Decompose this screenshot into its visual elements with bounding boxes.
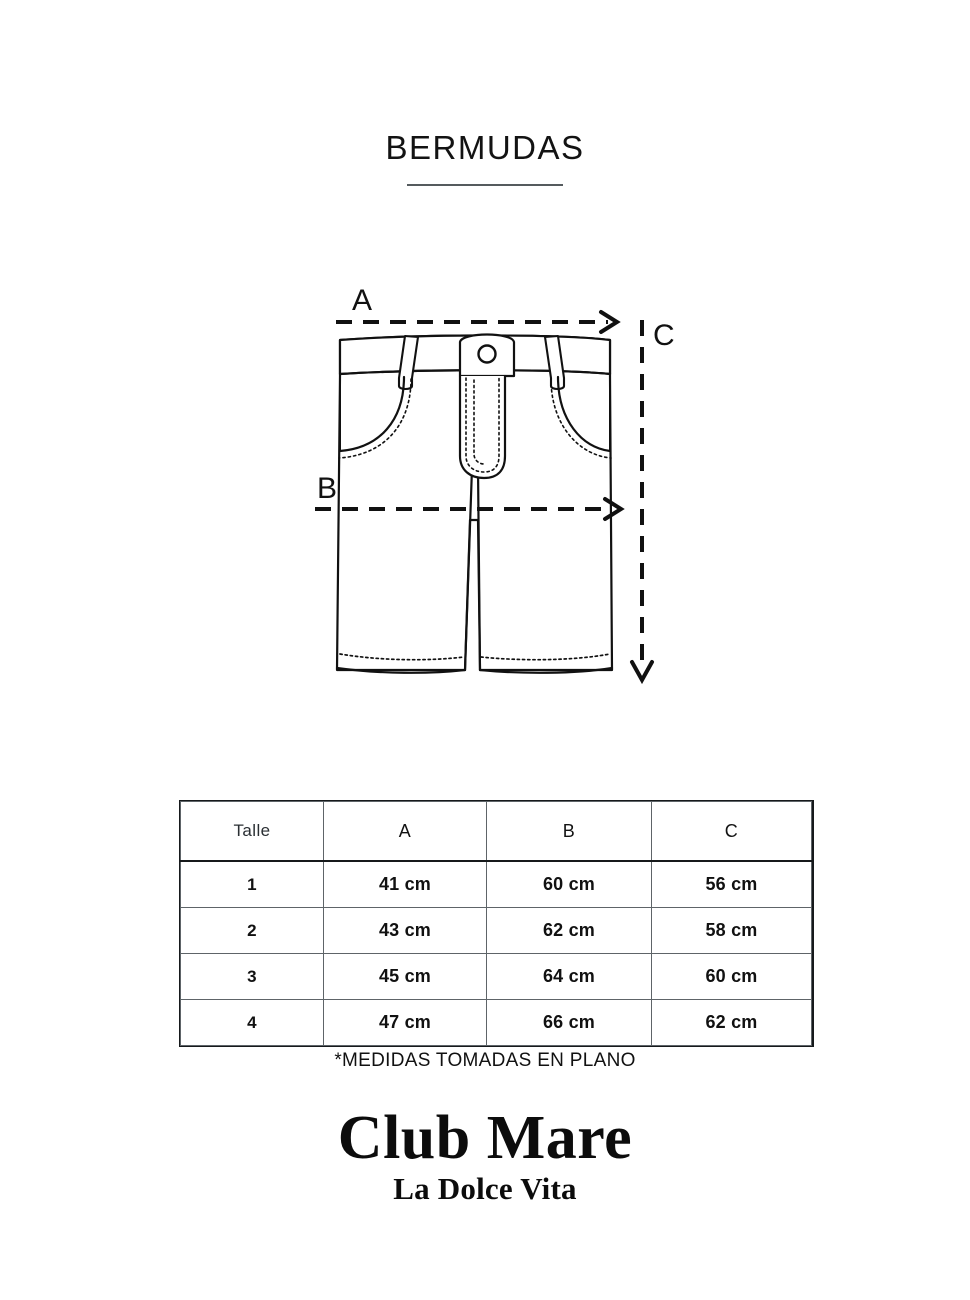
header-talle: Talle bbox=[181, 802, 324, 862]
brand-name: Club Mare bbox=[337, 1104, 633, 1172]
title-underline-rule bbox=[407, 184, 563, 186]
garment-diagram bbox=[0, 270, 970, 710]
cell-c: 58 cm bbox=[652, 908, 812, 954]
table-row bbox=[181, 908, 812, 954]
cell-a: 45 cm bbox=[324, 954, 487, 1000]
table-row bbox=[181, 1000, 812, 1046]
cell-a: 43 cm bbox=[324, 908, 487, 954]
brand-tagline: La Dolce Vita bbox=[393, 1171, 577, 1206]
cell-talle: 4 bbox=[181, 1000, 324, 1046]
cell-a: 41 cm bbox=[324, 861, 487, 908]
header-a: A bbox=[324, 802, 487, 862]
cell-c: 56 cm bbox=[652, 861, 812, 908]
size-table-container bbox=[179, 800, 814, 1047]
table-header-row bbox=[181, 802, 812, 862]
measure-label-c: C bbox=[653, 319, 675, 352]
cell-c: 62 cm bbox=[652, 1000, 812, 1046]
table-row bbox=[181, 861, 812, 908]
cell-talle: 3 bbox=[181, 954, 324, 1000]
cell-talle: 2 bbox=[181, 908, 324, 954]
size-table bbox=[180, 801, 812, 1046]
cell-b: 64 cm bbox=[487, 954, 652, 1000]
cell-c: 60 cm bbox=[652, 954, 812, 1000]
table-row bbox=[181, 954, 812, 1000]
measurement-footnote: *MEDIDAS TOMADAS EN PLANO bbox=[334, 1050, 636, 1071]
cell-b: 62 cm bbox=[487, 908, 652, 954]
brand-logo bbox=[0, 1104, 970, 1206]
waist-button-icon bbox=[479, 346, 496, 363]
measure-label-a: A bbox=[352, 284, 373, 317]
cell-talle: 1 bbox=[181, 861, 324, 908]
cell-a: 47 cm bbox=[324, 1000, 487, 1046]
page-title: BERMUDAS bbox=[385, 129, 585, 166]
cell-b: 66 cm bbox=[487, 1000, 652, 1046]
measure-arrow-a bbox=[601, 312, 617, 332]
page-header bbox=[0, 128, 970, 186]
header-c: C bbox=[652, 802, 812, 862]
header-b: B bbox=[487, 802, 652, 862]
cell-b: 60 cm bbox=[487, 861, 652, 908]
measure-arrow-c bbox=[632, 662, 652, 680]
measure-label-b: B bbox=[317, 472, 338, 505]
